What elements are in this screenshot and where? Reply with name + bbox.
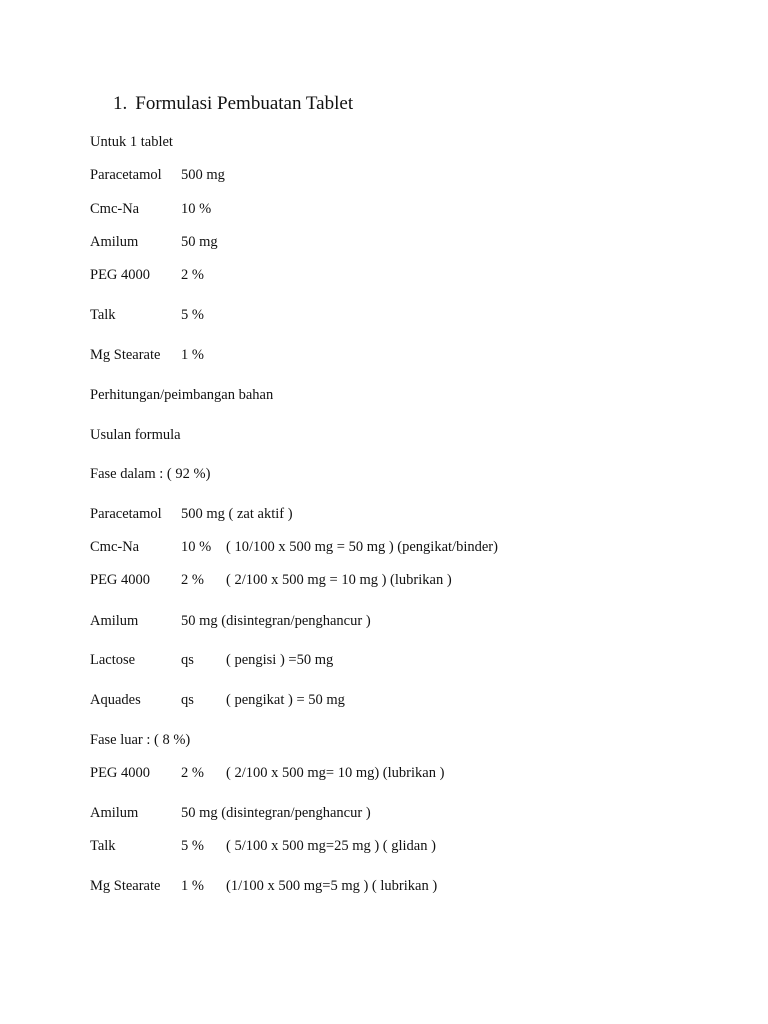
ingredient-amount: 5 % <box>181 838 204 854</box>
ingredient-amount: 2 % <box>181 267 204 283</box>
ingredient-name: Lactose <box>90 652 136 668</box>
ingredient-amount: 2 % <box>181 572 204 588</box>
ingredient-amount: 500 mg <box>181 167 225 183</box>
ingredient-note: ( 2/100 x 500 mg= 10 mg) (lubrikan ) <box>226 765 445 781</box>
title-number: 1. <box>113 93 128 114</box>
ingredient-amount: 1 % <box>181 878 204 894</box>
ingredient-amount: 10 % <box>181 201 212 217</box>
proposal-heading: Usulan formula <box>90 427 181 443</box>
ingredient-name: Aquades <box>90 692 141 708</box>
ingredient-name: Paracetamol <box>90 506 162 522</box>
ingredient-name: Amilum <box>90 613 139 629</box>
ingredient-amount: 10 % <box>181 539 212 555</box>
ingredient-name: Amilum <box>90 234 139 250</box>
ingredient-amount: 50 mg (disintegran/penghancur ) <box>181 613 371 629</box>
ingredient-amount: 50 mg (disintegran/penghancur ) <box>181 805 371 821</box>
ingredient-amount: 50 mg <box>181 234 218 250</box>
ingredient-name: Cmc-Na <box>90 201 140 217</box>
ingredient-amount: 2 % <box>181 765 204 781</box>
ingredient-note: ( pengikat ) = 50 mg <box>226 692 345 708</box>
ingredient-note: ( 2/100 x 500 mg = 10 mg ) (lubrikan ) <box>226 572 452 588</box>
ingredient-amount: qs <box>181 692 194 708</box>
ingredient-amount: 500 mg ( zat aktif ) <box>181 506 293 522</box>
ingredient-name: PEG 4000 <box>90 267 151 283</box>
ingredient-note: ( 5/100 x 500 mg=25 mg ) ( glidan ) <box>226 838 436 854</box>
ingredient-name: Talk <box>90 307 116 323</box>
ingredient-amount: 5 % <box>181 307 204 323</box>
inner-phase-heading: Fase dalam : ( 92 %) <box>90 466 211 482</box>
ingredient-name: Cmc-Na <box>90 539 140 555</box>
ingredient-name: Mg Stearate <box>90 878 161 894</box>
ingredient-amount: 1 % <box>181 347 204 363</box>
ingredient-note: (1/100 x 500 mg=5 mg ) ( lubrikan ) <box>226 878 438 894</box>
ingredient-amount: qs <box>181 652 194 668</box>
ingredient-note: ( pengisi ) =50 mg <box>226 652 334 668</box>
per-unit-label: Untuk 1 tablet <box>90 134 173 150</box>
ingredient-name: Talk <box>90 838 116 854</box>
page-title <box>113 93 353 115</box>
ingredient-name: PEG 4000 <box>90 765 151 781</box>
title-text: Formulasi Pembuatan Tablet <box>135 93 354 114</box>
ingredient-name: PEG 4000 <box>90 572 151 588</box>
outer-phase-heading: Fase luar : ( 8 %) <box>90 732 191 748</box>
calc-heading: Perhitungan/peimbangan bahan <box>90 387 274 403</box>
ingredient-name: Mg Stearate <box>90 347 161 363</box>
ingredient-name: Paracetamol <box>90 167 162 183</box>
ingredient-name: Amilum <box>90 805 139 821</box>
ingredient-note: ( 10/100 x 500 mg = 50 mg ) (pengikat/binder) <box>226 539 498 555</box>
